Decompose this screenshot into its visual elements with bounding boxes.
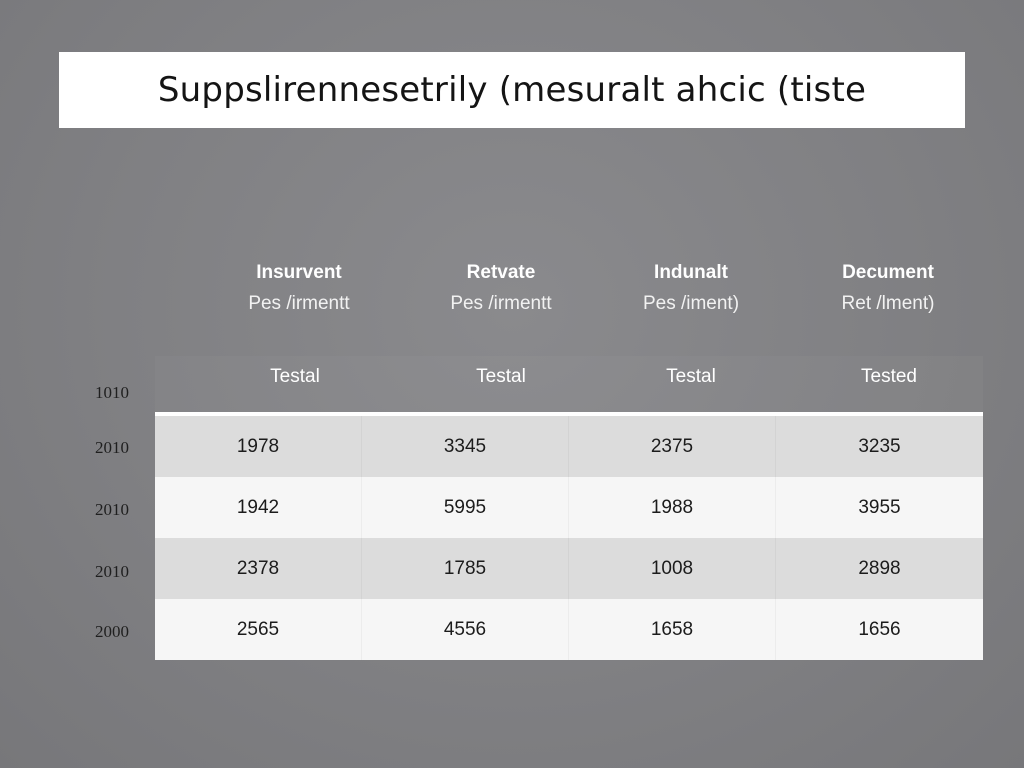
- table-cell: 1942: [155, 477, 362, 538]
- column-subheader-3: Tested: [861, 366, 917, 387]
- column-unit: Pes /iment): [642, 293, 740, 314]
- column-header-3: [788, 262, 988, 315]
- column-unit: Pes /irmentt: [450, 293, 552, 314]
- column-subheader-0: Testal: [270, 366, 320, 387]
- page-title: Suppslirennesetrily (mesuralt ahcic (tiste: [157, 70, 867, 110]
- table-cell: 1785: [362, 538, 569, 599]
- column-header-2: [591, 262, 791, 315]
- table-cell: 2378: [155, 538, 362, 599]
- table-cell: 1658: [569, 599, 776, 660]
- column-name: Decument: [842, 262, 934, 283]
- table-cell: 1988: [569, 477, 776, 538]
- column-unit: Ret /lment): [841, 293, 935, 314]
- table-cell: 2565: [155, 599, 362, 660]
- row-label: 2000: [95, 622, 129, 641]
- table-cell: 1978: [155, 416, 362, 477]
- column-subheader-2: Testal: [666, 366, 716, 387]
- title-banner: [59, 52, 965, 128]
- column-unit: Pes /irmentt: [248, 293, 350, 314]
- column-name: Insurvent: [256, 262, 342, 283]
- table-cell: 5995: [362, 477, 569, 538]
- table-cell: 1656: [858, 618, 901, 640]
- data-table: [155, 412, 983, 663]
- column-header-0: [199, 262, 399, 315]
- table-row: [155, 416, 983, 477]
- row-label: 2010: [95, 438, 129, 457]
- table-cell: 3235: [858, 435, 901, 457]
- column-name: Retvate: [466, 262, 536, 283]
- column-subheader-1: Testal: [476, 366, 526, 387]
- header-row-label: 1010: [95, 383, 129, 402]
- table-row: [155, 538, 983, 599]
- table-cell: 2375: [569, 416, 776, 477]
- table-row: [155, 477, 983, 538]
- table-cell: 3955: [858, 496, 901, 518]
- table-cell: 2898: [858, 557, 901, 579]
- table-cell: 4556: [362, 599, 569, 660]
- table-cell: 1008: [569, 538, 776, 599]
- column-header-1: [401, 262, 601, 315]
- row-label: 2010: [95, 500, 129, 519]
- table-row: [155, 599, 983, 660]
- row-label: 2010: [95, 562, 129, 581]
- column-name: Indunalt: [654, 262, 728, 283]
- table-cell: 3345: [362, 416, 569, 477]
